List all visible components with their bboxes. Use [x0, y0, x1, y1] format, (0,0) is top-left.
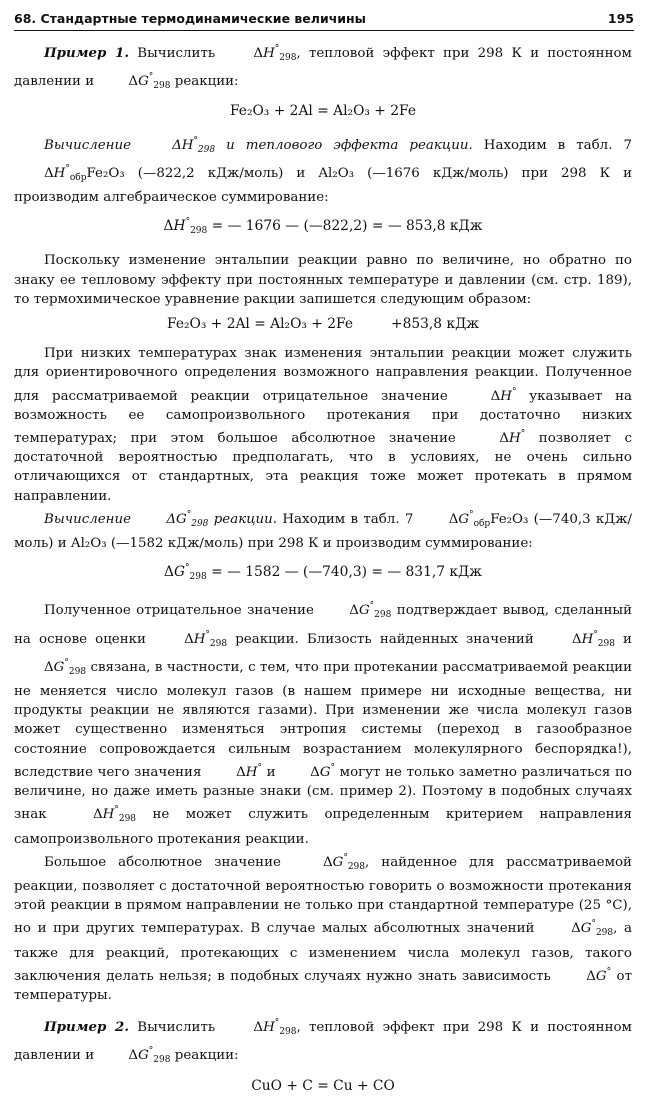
enthalpy-sum-equation: [14, 213, 632, 241]
enthalpy-symbol: ΔH°: [490, 386, 517, 404]
text-fragment: тепловой эффект при 298 К и постоянном давлении и: [14, 46, 632, 90]
text-fragment: При низких температурах знак изменения энтальпии реакции может служить для ориентировочного определения возможного направления реакции. Полученное для рассматриваемой реакции отрицательное значение: [14, 346, 632, 404]
equation-text: = — 1582 — (—740,3) = — 831,7 кДж: [211, 564, 482, 581]
formation-gibbs-symbol: $\Delta G^\circ_{обр}$: [448, 509, 491, 529]
enthalpy-298-symbol: $\Delta H^\circ_{298}$,: [253, 44, 301, 63]
calc-heading: Вычисление $\Delta G^\circ_{298}$ реакции.: [44, 512, 277, 527]
calculation-enthalpy-paragraph: [14, 132, 632, 208]
gibbs-298-symbol: $\Delta G^\circ_{298}$,: [571, 919, 618, 939]
text-fragment: Fe₂O₃ (—740,3 кДж/моль) и Al₂O₃ (—1582 кДж/моль) при 298 К и производим суммирование:: [14, 511, 633, 552]
reaction-equation-1: Fe₂O₃ + 2Al = Al₂O₃ + 2Fe: [229, 103, 416, 120]
text-fragment: связана, в частности, с тем, что при протекании рассматриваемой реакции не меняется число молекул газов (в нашем примере ни исходные вещества, ни продукты реакции не являются газами). При изменении же числа молекул газов может существенно изменяться энтропия системы (переход в газообразное состояние сопровождается сильным возрастанием молекулярного беспорядка!), вследствие чего значения: [14, 659, 632, 780]
paragraph-enthalpy-sign: Поскольку изменение энтальпии реакции равно по величине, но обратно по знаку ее тепловому эффекту при постоянных температуре и давлении (см. стр. 189), то термохимическое уравнение ракции запишется следующим образом:: [14, 253, 632, 307]
enthalpy-298-symbol: $\Delta H^\circ_{298}$: [184, 629, 228, 649]
gibbs-298-symbol: $\Delta G^\circ_{298}$: [44, 657, 87, 677]
text-fragment: Вычислить: [137, 1020, 216, 1036]
text-fragment: подтверждает вывод, сделанный на основе оценки: [14, 603, 632, 647]
enthalpy-symbol: ΔH°: [499, 429, 526, 447]
gibbs-298-symbol: $\Delta G^\circ_{298}$: [349, 601, 392, 621]
example-2-statement: [14, 1014, 632, 1070]
enthalpy-symbol: ΔH°: [236, 762, 262, 780]
text-fragment: Находим в табл. 7: [483, 137, 632, 153]
text-fragment: Находим в табл. 7: [282, 511, 414, 527]
text-fragment: реакции:: [174, 74, 239, 90]
gibbs-298-symbol: $\Delta G^\circ_{298}$: [166, 509, 209, 529]
text-fragment: Большое абсолютное значение: [44, 854, 281, 870]
calculation-gibbs-paragraph: [14, 506, 632, 553]
enthalpy-298-symbol: $\Delta H^\circ_{298}$,: [253, 1018, 301, 1038]
page-content: [14, 40, 632, 1106]
running-head: [14, 8, 634, 31]
gibbs-symbol: ΔG°: [310, 762, 336, 780]
text-fragment: и: [623, 631, 632, 647]
gibbs-298-symbol: $\Delta G^\circ_{298}$: [128, 1046, 171, 1066]
text-fragment: а также для реакций, протекающих с изменением числа молекул газов, такого заключения делать нельзя; в подобных случаях нужно знать зависимость: [14, 921, 632, 984]
text-fragment: Вычислить: [137, 46, 216, 61]
text-fragment: Fe₂O₃ (—822,2 кДж/моль) и Al₂O₃ (—1676 кДж/моль) при 298 К и производим алгебраическое суммирование:: [14, 165, 632, 206]
text-fragment: найденное для рассматриваемой реакции, позволяет с достаточной вероятностью говорить о возможности протекания этой реакции в прямом направлении не только при стандартной температуре (25 °C), но и при других температурах. В случае малых абсолютных значений: [14, 854, 632, 937]
text-fragment: не может служить определенным критерием направления самопроизвольного протекания реакции.: [14, 807, 632, 847]
text-fragment: тепловой эффект при 298 К и постоянном давлении и: [14, 1020, 632, 1064]
thermal-effect-value: +853,8 кДж: [391, 316, 479, 333]
gibbs-298-symbol: $\Delta G^\circ_{298}$: [128, 72, 171, 92]
text-fragment: от температуры.: [14, 968, 632, 1003]
formation-enthalpy-symbol: $\Delta H^\circ_{обр}$: [44, 163, 87, 183]
gibbs-298-symbol: $\Delta G^\circ_{298}$,: [322, 852, 370, 872]
text-fragment: реакции. Близость найденных значений: [235, 631, 534, 647]
text-fragment: Полученное отрицательное значение: [44, 603, 314, 619]
page-number: 195: [607, 11, 634, 26]
example-1-label: Пример 1.: [44, 45, 129, 61]
text-fragment: реакции:: [174, 1048, 239, 1064]
paragraph-comparison: [14, 597, 632, 848]
gibbs-sum-equation: [14, 559, 632, 587]
enthalpy-298-symbol: $\Delta H^\circ_{298}$: [163, 217, 208, 237]
equation-text: = — 1676 — (—822,2) = — 853,8 кДж: [211, 218, 483, 235]
text-fragment: и: [266, 764, 276, 780]
gibbs-symbol: ΔG°: [586, 966, 612, 984]
enthalpy-298-symbol: $\Delta H^\circ_{298}$: [571, 629, 615, 649]
running-head-title: 68. Стандартные термодинамические величины: [14, 11, 366, 26]
example-2-label: Пример 2.: [44, 1019, 129, 1036]
paragraph-low-temperature: [14, 344, 632, 506]
enthalpy-298-symbol: $\Delta H^\circ_{298}$: [93, 805, 137, 825]
text-fragment: могут не только заметно различаться по величине, но даже иметь разные знаки (см. пример 2). Поэтому в подобных случаях знак: [14, 764, 632, 823]
equation-text: Fe₂O₃ + 2Al = Al₂O₃ + 2Fe: [167, 316, 354, 333]
thermochemical-equation: [14, 315, 632, 334]
text-fragment: позволяет с достаточной вероятностью предполагать, что в условиях, не очень сильно отличающихся от стандартных, эта реакция тоже может протекать в прямом направлении.: [14, 431, 632, 504]
calc-heading: Вычисление $\Delta H^\circ_{298}$ и теплового эффекта реакции.: [44, 138, 473, 153]
reaction-equation-2: CuO + C = Cu + CO: [251, 1077, 395, 1094]
text-fragment: указывает на возможность ее самопроизвольного протекания при достаточно низких температурах; при этом большое абсолютное значение: [14, 388, 632, 447]
example-1-statement: [14, 40, 632, 96]
enthalpy-298-symbol: $\Delta H^\circ_{298}$: [172, 135, 216, 155]
gibbs-298-symbol: $\Delta G^\circ_{298}$: [164, 563, 207, 583]
paragraph-large-absolute-value: [14, 849, 632, 1005]
